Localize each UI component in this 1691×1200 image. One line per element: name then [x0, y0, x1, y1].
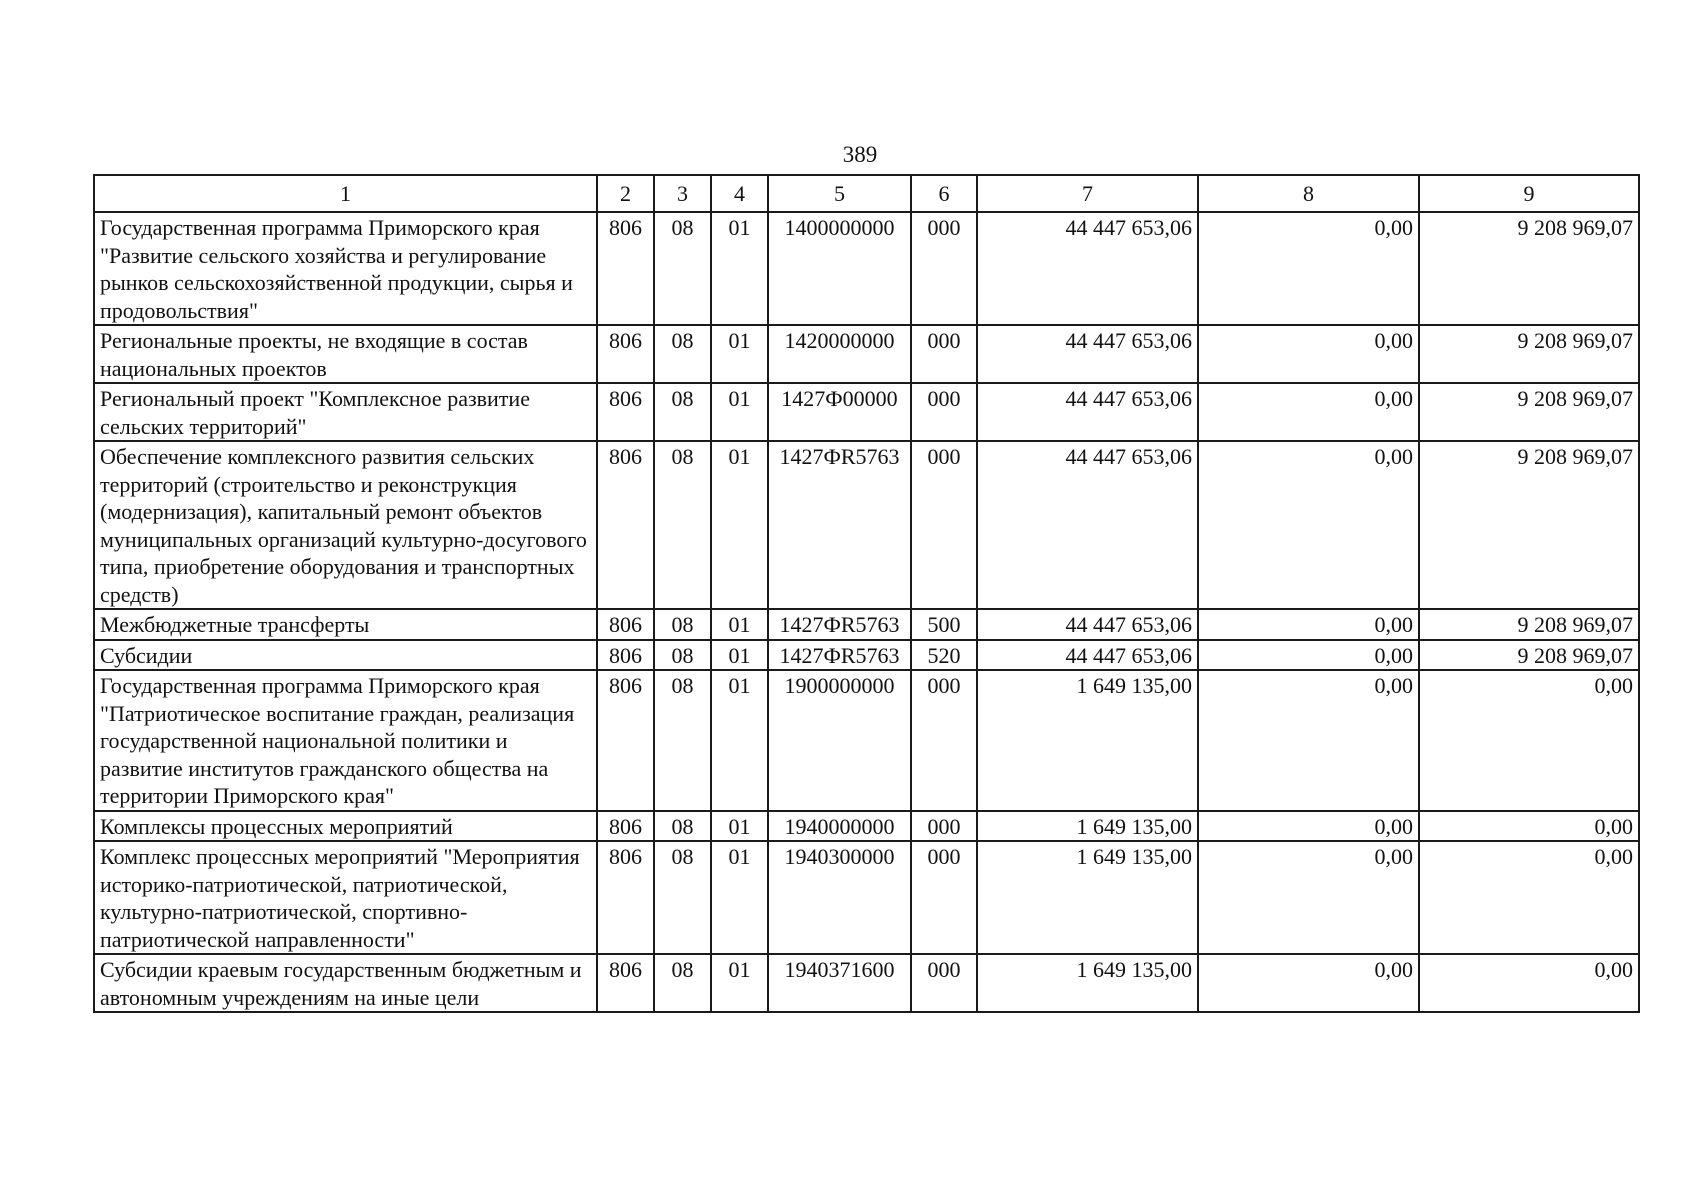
amount-col7: 1 649 135,00: [977, 811, 1198, 842]
row-name: Субсидии: [94, 640, 597, 671]
amount-col9: 0,00: [1419, 670, 1639, 811]
subsection-code: 01: [711, 325, 768, 383]
section-code: 08: [654, 670, 711, 811]
budget-table: [93, 174, 1640, 1013]
target-article-code: 1427Ф00000: [768, 383, 911, 441]
column-header: 9: [1419, 175, 1639, 212]
ministry-code: 806: [597, 670, 654, 811]
column-header: 4: [711, 175, 768, 212]
target-article-code: 1420000000: [768, 325, 911, 383]
target-article-code: 1427ФR5763: [768, 640, 911, 671]
amount-col8: 0,00: [1198, 325, 1419, 383]
table-row: [94, 670, 1639, 811]
table-row: [94, 811, 1639, 842]
expense-type-code: 520: [911, 640, 977, 671]
column-number-row: [94, 175, 1639, 212]
column-header: 8: [1198, 175, 1419, 212]
amount-col9: 9 208 969,07: [1419, 640, 1639, 671]
amount-col8: 0,00: [1198, 811, 1419, 842]
section-code: 08: [654, 383, 711, 441]
section-code: 08: [654, 954, 711, 1012]
amount-col7: 44 447 653,06: [977, 441, 1198, 609]
amount-col9: 9 208 969,07: [1419, 212, 1639, 325]
amount-col7: 44 447 653,06: [977, 212, 1198, 325]
row-name: Комплексы процессных мероприятий: [94, 811, 597, 842]
expense-type-code: 500: [911, 609, 977, 640]
table-row: [94, 954, 1639, 1012]
subsection-code: 01: [711, 841, 768, 954]
amount-col7: 44 447 653,06: [977, 640, 1198, 671]
subsection-code: 01: [711, 441, 768, 609]
amount-col9: 0,00: [1419, 954, 1639, 1012]
subsection-code: 01: [711, 954, 768, 1012]
column-header: 7: [977, 175, 1198, 212]
expense-type-code: 000: [911, 954, 977, 1012]
table-row: [94, 325, 1639, 383]
ministry-code: 806: [597, 212, 654, 325]
expense-type-code: 000: [911, 670, 977, 811]
amount-col7: 1 649 135,00: [977, 954, 1198, 1012]
subsection-code: 01: [711, 670, 768, 811]
expense-type-code: 000: [911, 841, 977, 954]
amount-col9: 0,00: [1419, 841, 1639, 954]
amount-col8: 0,00: [1198, 954, 1419, 1012]
row-name: Межбюджетные трансферты: [94, 609, 597, 640]
subsection-code: 01: [711, 811, 768, 842]
table-row: [94, 212, 1639, 325]
row-name: Обеспечение комплексного развития сельских территорий (строительство и реконструкция (модернизация), капитальный ремонт объектов муниципальных организаций культурно-досугового типа, приобретение оборудования и транспортных средств): [94, 441, 597, 609]
table-row: [94, 841, 1639, 954]
amount-col7: 1 649 135,00: [977, 841, 1198, 954]
column-header: 6: [911, 175, 977, 212]
amount-col7: 44 447 653,06: [977, 325, 1198, 383]
expense-type-code: 000: [911, 441, 977, 609]
amount-col7: 44 447 653,06: [977, 383, 1198, 441]
amount-col8: 0,00: [1198, 670, 1419, 811]
amount-col8: 0,00: [1198, 383, 1419, 441]
subsection-code: 01: [711, 609, 768, 640]
section-code: 08: [654, 212, 711, 325]
section-code: 08: [654, 325, 711, 383]
ministry-code: 806: [597, 383, 654, 441]
amount-col9: 9 208 969,07: [1419, 325, 1639, 383]
row-name: Региональные проекты, не входящие в состав национальных проектов: [94, 325, 597, 383]
section-code: 08: [654, 841, 711, 954]
ministry-code: 806: [597, 325, 654, 383]
expense-type-code: 000: [911, 325, 977, 383]
ministry-code: 806: [597, 441, 654, 609]
column-header: 2: [597, 175, 654, 212]
ministry-code: 806: [597, 841, 654, 954]
expense-type-code: 000: [911, 811, 977, 842]
table-row: [94, 441, 1639, 609]
page-number: 389: [842, 142, 878, 167]
amount-col9: 9 208 969,07: [1419, 441, 1639, 609]
target-article-code: 1400000000: [768, 212, 911, 325]
amount-col7: 1 649 135,00: [977, 670, 1198, 811]
amount-col8: 0,00: [1198, 841, 1419, 954]
table-row: [94, 640, 1639, 671]
table-row: [94, 609, 1639, 640]
amount-col9: 9 208 969,07: [1419, 383, 1639, 441]
row-name: Региональный проект "Комплексное развитие сельских территорий": [94, 383, 597, 441]
column-header: 1: [94, 175, 597, 212]
amount-col7: 44 447 653,06: [977, 609, 1198, 640]
expense-type-code: 000: [911, 383, 977, 441]
amount-col8: 0,00: [1198, 640, 1419, 671]
amount-col8: 0,00: [1198, 212, 1419, 325]
target-article-code: 1900000000: [768, 670, 911, 811]
section-code: 08: [654, 640, 711, 671]
subsection-code: 01: [711, 640, 768, 671]
target-article-code: 1427ФR5763: [768, 441, 911, 609]
amount-col8: 0,00: [1198, 441, 1419, 609]
column-header: 3: [654, 175, 711, 212]
amount-col9: 9 208 969,07: [1419, 609, 1639, 640]
target-article-code: 1427ФR5763: [768, 609, 911, 640]
subsection-code: 01: [711, 212, 768, 325]
amount-col9: 0,00: [1419, 811, 1639, 842]
target-article-code: 1940300000: [768, 841, 911, 954]
ministry-code: 806: [597, 609, 654, 640]
column-header: 5: [768, 175, 911, 212]
row-name: Комплекс процессных мероприятий "Мероприятия историко-патриотической, патриотической, культурно-патриотической, спортивно-патриотической направленности": [94, 841, 597, 954]
ministry-code: 806: [597, 954, 654, 1012]
section-code: 08: [654, 609, 711, 640]
row-name: Государственная программа Приморского края "Развитие сельского хозяйства и регулирование рынков сельскохозяйственной продукции, сырья и продовольствия": [94, 212, 597, 325]
target-article-code: 1940371600: [768, 954, 911, 1012]
ministry-code: 806: [597, 640, 654, 671]
table-row: [94, 383, 1639, 441]
section-code: 08: [654, 441, 711, 609]
ministry-code: 806: [597, 811, 654, 842]
expense-type-code: 000: [911, 212, 977, 325]
subsection-code: 01: [711, 383, 768, 441]
row-name: Субсидии краевым государственным бюджетным и автономным учреждениям на иные цели: [94, 954, 597, 1012]
section-code: 08: [654, 811, 711, 842]
target-article-code: 1940000000: [768, 811, 911, 842]
amount-col8: 0,00: [1198, 609, 1419, 640]
row-name: Государственная программа Приморского края "Патриотическое воспитание граждан, реализация государственной национальной политики и развитие институтов гражданского общества на территории Приморского края": [94, 670, 597, 811]
